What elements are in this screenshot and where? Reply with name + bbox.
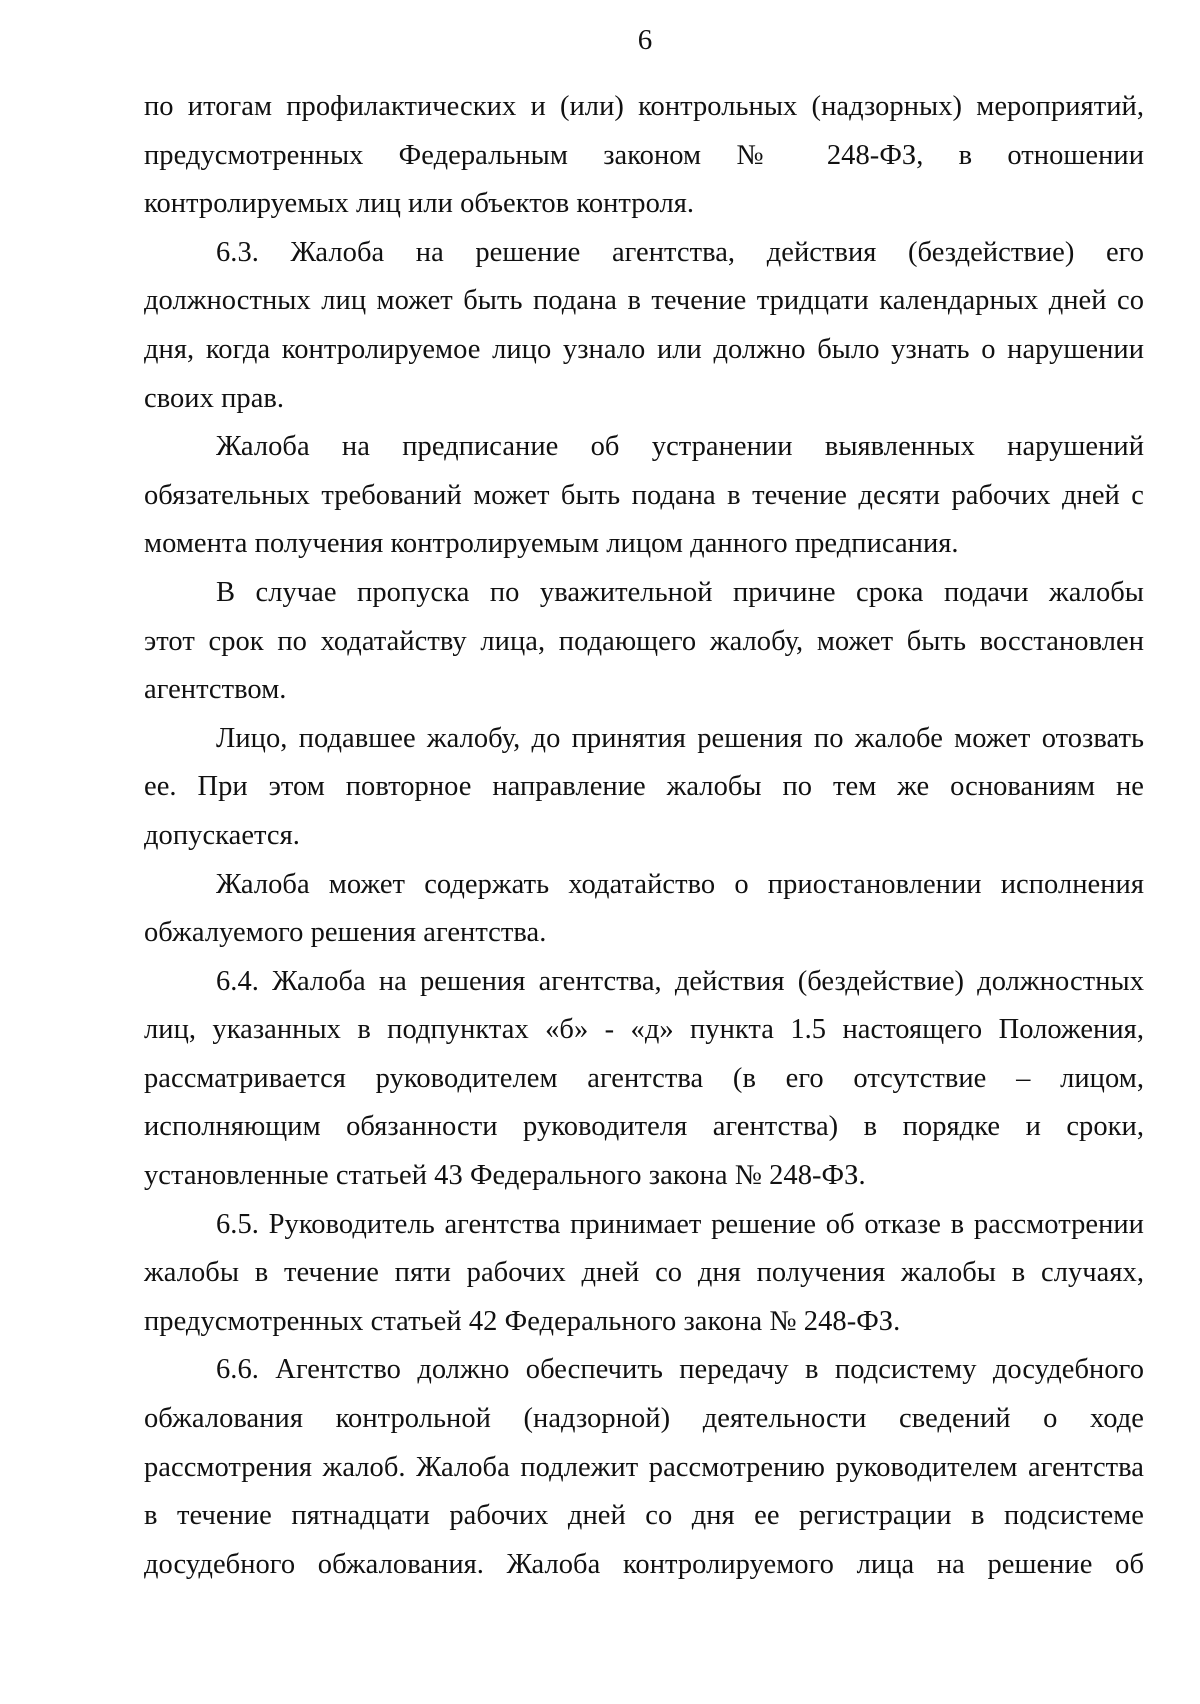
text-line: рассматривается руководителем агентства (в его отсутствие – лицом,: [144, 1062, 1144, 1094]
text-line: 6.4. Жалоба на решения агентства, действия (бездействие) должностных: [216, 965, 1144, 997]
text-line: обязательных требований может быть подана в течение десяти рабочих дней с: [144, 479, 1144, 511]
text-line: в течение пятнадцати рабочих дней со дня ее регистрации в подсистеме: [144, 1500, 1144, 1532]
paragraph: [144, 1346, 1144, 1589]
paragraph: [144, 715, 1144, 861]
text-line: предусмотренных Федеральным законом № 248-ФЗ, в отношении: [144, 139, 1144, 171]
paragraph: [144, 569, 1144, 715]
text-line: жалобы в течение пяти рабочих дней со дня получения жалобы в случаях,: [144, 1257, 1144, 1289]
text-line: установленные статьей 43 Федерального закона № 248-ФЗ.: [144, 1160, 866, 1192]
text-line: ее. При этом повторное направление жалобы по тем же основаниям не: [144, 771, 1144, 803]
text-line: досудебного обжалования. Жалоба контролируемого лица на решение об: [144, 1548, 1144, 1580]
text-line: 6.6. Агентство должно обеспечить передачу в подсистему досудебного: [216, 1354, 1144, 1386]
text-line: обжалуемого решения агентства.: [144, 917, 547, 949]
text-line: Жалоба может содержать ходатайство о приостановлении исполнения: [216, 868, 1144, 900]
text-line: В случае пропуска по уважительной причине срока подачи жалобы: [216, 576, 1144, 608]
text-line: исполняющим обязанности руководителя агентства) в порядке и сроки,: [144, 1111, 1144, 1143]
paragraph: [144, 229, 1144, 423]
page-number: 6: [637, 24, 653, 56]
text-line: момента получения контролируемым лицом данного предписания.: [144, 528, 959, 560]
text-line: этот срок по ходатайству лица, подающего жалобу, может быть восстановлен: [144, 625, 1144, 657]
text-line: должностных лиц может быть подана в течение тридцати календарных дней со: [144, 285, 1144, 317]
text-line: контролируемых лиц или объектов контроля.: [144, 188, 695, 220]
text-line: своих прав.: [144, 382, 285, 414]
text-line: дня, когда контролируемое лицо узнало или должно было узнать о нарушении: [144, 333, 1144, 365]
text-line: рассмотрения жалоб. Жалоба подлежит рассмотрению руководителем агентства: [144, 1451, 1144, 1483]
text-line: допускается.: [144, 819, 300, 851]
text-line: 6.3. Жалоба на решение агентства, действия (бездействие) его: [216, 236, 1144, 268]
text-line: по итогам профилактических и (или) контрольных (надзорных) мероприятий,: [144, 91, 1144, 122]
text-line: агентством.: [144, 674, 287, 706]
text-line: Лицо, подавшее жалобу, до принятия решения по жалобе может отозвать: [216, 722, 1144, 754]
text-line: 6.5. Руководитель агентства принимает решение об отказе в рассмотрении: [216, 1208, 1144, 1240]
paragraph: [144, 958, 1144, 1201]
paragraph: [144, 83, 1144, 229]
text-line: предусмотренных статьей 42 Федерального закона № 248-ФЗ.: [144, 1305, 901, 1337]
document-body: [144, 83, 1144, 1589]
paragraph: [144, 423, 1144, 569]
text-line: обжалования контрольной (надзорной) деятельности сведений о ходе: [144, 1403, 1144, 1435]
text-line: Жалоба на предписание об устранении выявленных нарушений: [216, 431, 1144, 463]
paragraph: [144, 861, 1144, 958]
text-line: лиц, указанных в подпунктах «б» - «д» пункта 1.5 настоящего Положения,: [144, 1014, 1144, 1046]
paragraph: [144, 1201, 1144, 1347]
